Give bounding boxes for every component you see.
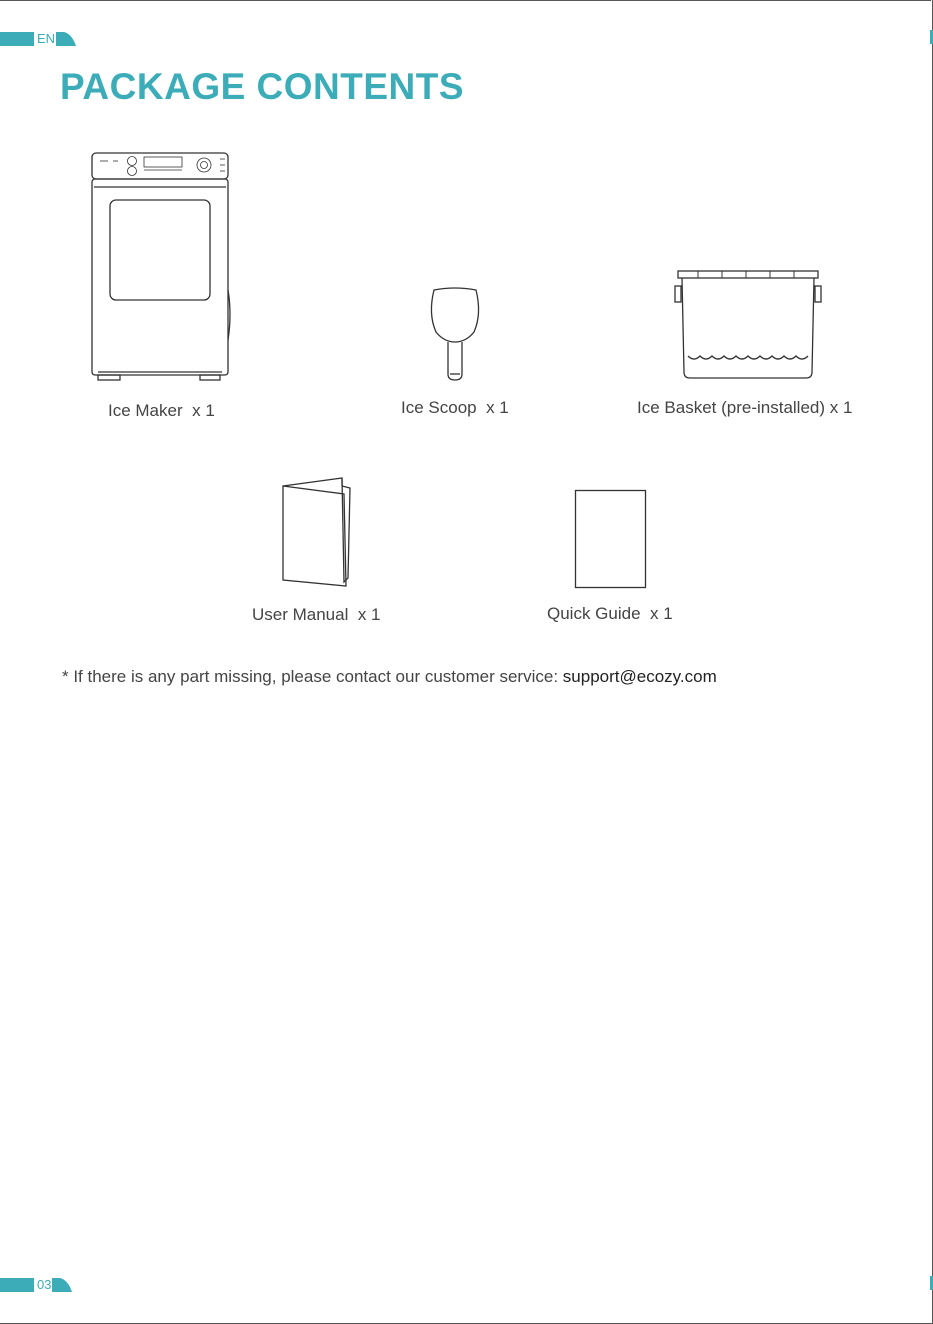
user-manual-name: User Manual xyxy=(252,605,349,624)
language-tab xyxy=(0,31,76,47)
ice-maker-icon xyxy=(88,150,233,382)
page-border-top xyxy=(0,0,931,1)
quick-guide-icon xyxy=(574,489,648,589)
ice-basket-label: Ice Basket (pre-installed) x 1 xyxy=(637,398,853,417)
tab-flag-icon xyxy=(56,32,76,46)
ice-scoop-label xyxy=(401,398,509,418)
quick-guide-qty: x 1 xyxy=(650,604,673,623)
ice-maker-item xyxy=(88,150,233,387)
page-number: 03 xyxy=(37,1277,52,1292)
page-number-tab xyxy=(0,1277,72,1293)
missing-part-note xyxy=(62,667,717,687)
language-label: EN xyxy=(37,31,56,46)
quick-guide-name: Quick Guide xyxy=(547,604,641,623)
page-title: PACKAGE CONTENTS xyxy=(60,66,465,107)
ice-scoop-item xyxy=(426,284,484,389)
ice-maker-qty: x 1 xyxy=(192,401,215,420)
ice-maker-label xyxy=(108,401,215,421)
tab-flag-icon xyxy=(52,1278,72,1292)
user-manual-icon xyxy=(278,476,356,590)
ice-scoop-name: Ice Scoop xyxy=(401,398,477,417)
support-email-link[interactable]: support@ecozy.com xyxy=(562,667,717,686)
ice-basket-item xyxy=(674,268,822,389)
ice-basket-icon xyxy=(674,268,822,384)
ice-scoop-qty: x 1 xyxy=(486,398,509,417)
ice-maker-name: Ice Maker xyxy=(108,401,183,420)
page-number-bar xyxy=(0,1278,34,1292)
ice-scoop-icon xyxy=(426,284,484,384)
user-manual-qty: x 1 xyxy=(357,605,381,624)
user-manual-label xyxy=(252,605,381,625)
quick-guide-item xyxy=(574,489,648,594)
quick-guide-label xyxy=(547,604,673,624)
language-tab-bar xyxy=(0,32,34,46)
note-text: * If there is any part missing, please contact our customer service: xyxy=(62,667,563,686)
user-manual-item xyxy=(278,476,356,595)
